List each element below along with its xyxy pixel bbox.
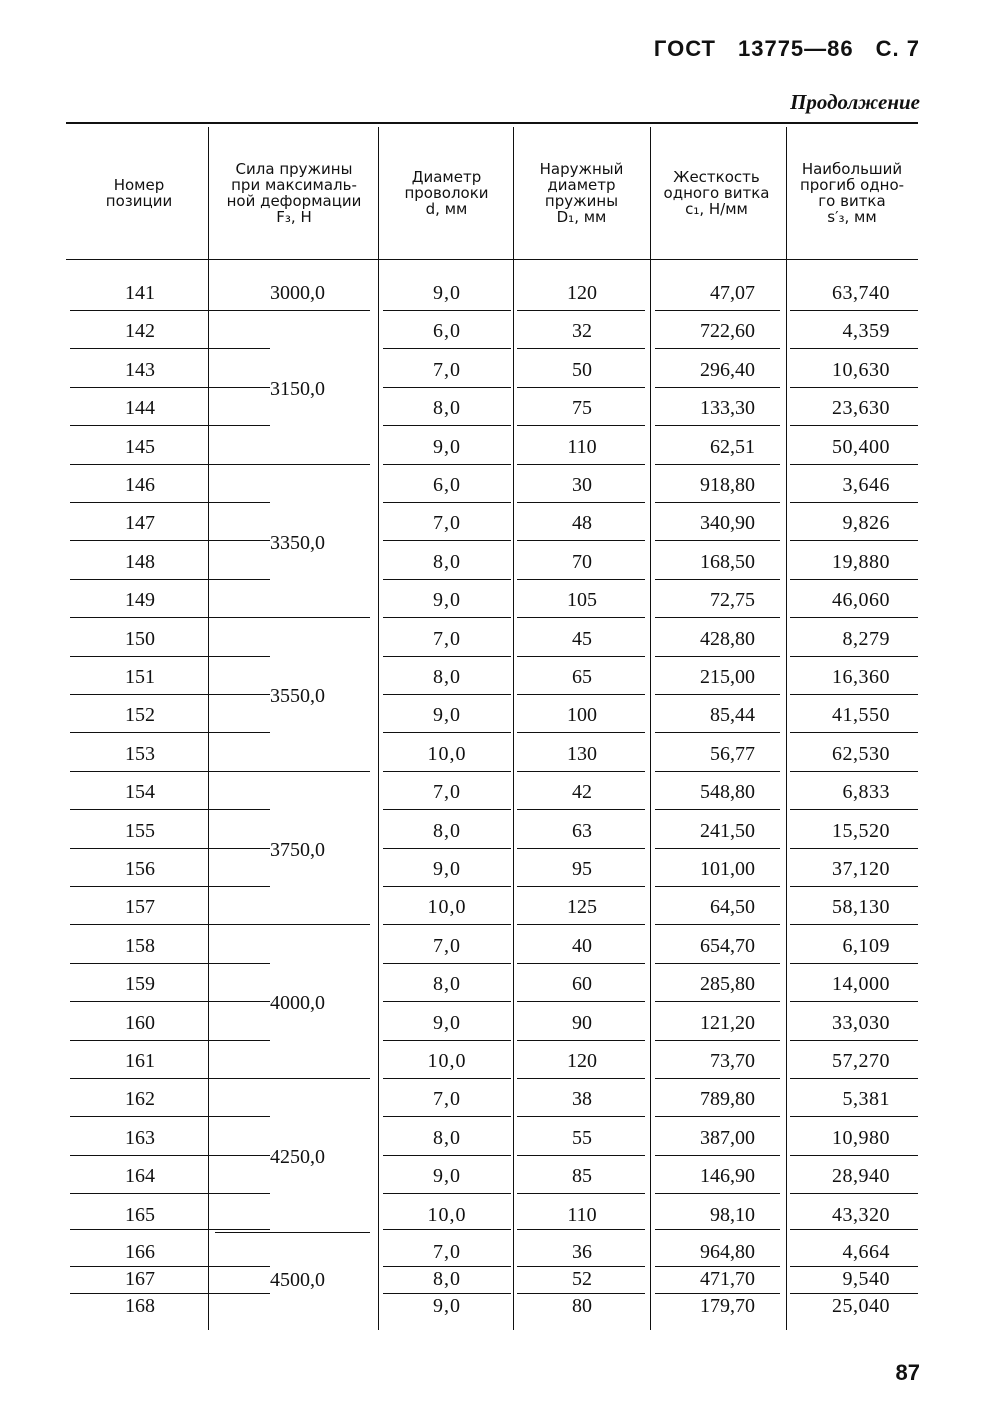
cell-s3: 10,630 [832, 358, 890, 381]
column-header-outer-diameter [515, 127, 648, 259]
cell-D1: 52 [572, 1268, 592, 1290]
row-rule [790, 1078, 918, 1079]
row-rule [383, 348, 511, 349]
row-rule [70, 1193, 270, 1194]
row-rule [517, 502, 645, 503]
cell-d: 7,0 [433, 627, 461, 650]
cell-d: 9,0 [433, 704, 461, 727]
cell-c1: 101,00 [700, 858, 755, 880]
row-rule [655, 425, 780, 426]
cell-c1: 722,60 [700, 320, 755, 343]
row-rule [383, 540, 511, 541]
cell-pos: 151 [125, 666, 155, 688]
cell-d: 10,0 [427, 1203, 467, 1226]
cell-pos: 148 [125, 550, 155, 573]
row-rule [517, 924, 645, 925]
cell-s3: 58,130 [832, 896, 890, 919]
group-force: 3750,0 [270, 838, 325, 861]
row-rule [790, 540, 918, 541]
group-force: 4250,0 [270, 1146, 325, 1168]
cell-d: 7,0 [433, 781, 461, 804]
row-rule [655, 886, 780, 887]
row-rule [383, 1193, 511, 1194]
row-rule [790, 1229, 918, 1230]
group-force: 3000,0 [270, 282, 325, 304]
row-rule [383, 886, 511, 887]
cell-c1: 72,75 [710, 589, 755, 612]
row-rule [383, 579, 511, 580]
cell-D1: 120 [567, 1050, 597, 1072]
row-rule [790, 425, 918, 426]
row-rule [383, 425, 511, 426]
cell-d: 8,0 [433, 819, 461, 842]
group-rule [215, 617, 370, 618]
cell-s3: 5,381 [842, 1088, 890, 1111]
cell-d: 9,0 [433, 1165, 461, 1188]
row-rule [383, 617, 511, 618]
column-header-position [70, 127, 208, 259]
row-rule [790, 617, 918, 618]
row-rule [790, 694, 918, 695]
cell-D1: 110 [567, 1203, 597, 1226]
cell-s3: 6,833 [842, 781, 890, 804]
cell-D1: 105 [567, 589, 597, 612]
row-rule [517, 310, 645, 311]
cell-pos: 167 [125, 1268, 155, 1290]
cell-d: 8,0 [433, 397, 461, 420]
row-rule [517, 771, 645, 772]
cell-D1: 38 [572, 1088, 592, 1111]
row-rule [655, 848, 780, 849]
cell-pos: 156 [125, 858, 155, 880]
cell-d: 8,0 [433, 1126, 461, 1149]
row-rule [790, 387, 918, 388]
row-rule [655, 1116, 780, 1117]
cell-c1: 85,44 [710, 704, 755, 727]
cell-s3: 10,980 [832, 1126, 890, 1149]
cell-s3: 33,030 [832, 1011, 890, 1034]
row-rule [790, 656, 918, 657]
cell-D1: 100 [567, 704, 597, 727]
row-rule [517, 848, 645, 849]
cell-s3: 37,120 [832, 858, 890, 880]
row-rule [70, 502, 270, 503]
row-rule [790, 848, 918, 849]
cell-pos: 153 [125, 742, 155, 765]
row-rule [383, 1229, 511, 1230]
cell-s3: 43,320 [832, 1203, 890, 1226]
row-rule [655, 387, 780, 388]
row-rule [790, 771, 918, 772]
table-top-rule [66, 122, 918, 124]
cell-pos: 144 [125, 397, 155, 420]
cell-d: 8,0 [433, 1268, 461, 1290]
row-rule [655, 963, 780, 964]
cell-s3: 15,520 [832, 819, 890, 842]
row-rule [790, 1116, 918, 1117]
cell-D1: 110 [567, 435, 597, 458]
row-rule [655, 617, 780, 618]
cell-d: 9,0 [433, 858, 461, 880]
row-rule [383, 1040, 511, 1041]
cell-pos: 164 [125, 1165, 155, 1188]
standard-number: 13775—86 [737, 36, 854, 61]
group-rule [215, 1232, 370, 1233]
cell-d: 9,0 [433, 282, 461, 304]
row-rule [517, 656, 645, 657]
cell-pos: 145 [125, 435, 155, 458]
cell-d: 8,0 [433, 550, 461, 573]
cell-D1: 80 [572, 1295, 592, 1317]
cell-s3: 57,270 [832, 1050, 890, 1072]
cell-D1: 30 [572, 474, 592, 496]
cell-D1: 125 [567, 896, 597, 919]
cell-c1: 215,00 [700, 666, 755, 688]
row-rule [383, 1155, 511, 1156]
row-rule [70, 1040, 270, 1041]
cell-d: 6,0 [433, 320, 461, 343]
group-force: 4000,0 [270, 992, 325, 1015]
row-rule [790, 1193, 918, 1194]
row-rule [655, 809, 780, 810]
row-rule [655, 502, 780, 503]
cell-d: 6,0 [433, 474, 461, 496]
cell-D1: 75 [572, 397, 592, 420]
continuation-label: Продолжение [790, 90, 920, 114]
cell-pos: 150 [125, 627, 155, 650]
cell-D1: 95 [572, 858, 592, 880]
row-rule [655, 579, 780, 580]
cell-pos: 162 [125, 1088, 155, 1111]
cell-c1: 73,70 [710, 1050, 755, 1072]
cell-c1: 179,70 [700, 1295, 755, 1317]
column-divider [650, 127, 651, 1330]
row-rule [790, 924, 918, 925]
cell-c1: 964,80 [700, 1241, 755, 1263]
cell-d: 9,0 [433, 1011, 461, 1034]
table-header-rule [66, 259, 918, 260]
cell-c1: 56,77 [710, 742, 755, 765]
cell-pos: 147 [125, 512, 155, 535]
cell-pos: 165 [125, 1203, 155, 1226]
row-rule [790, 886, 918, 887]
standard-label: ГОСТ [653, 36, 716, 61]
cell-c1: 47,07 [710, 282, 755, 304]
column-header-label: Жесткость одного витка c₁, Н/мм [663, 168, 770, 218]
row-rule [383, 1078, 511, 1079]
cell-pos: 149 [125, 589, 155, 612]
cell-s3: 46,060 [832, 589, 890, 612]
cell-d: 8,0 [433, 973, 461, 996]
row-rule [790, 732, 918, 733]
row-rule [70, 656, 270, 657]
cell-D1: 85 [572, 1165, 592, 1188]
cell-pos: 155 [125, 819, 155, 842]
cell-d: 9,0 [433, 1295, 461, 1317]
column-header-deflection [786, 127, 918, 259]
cell-c1: 428,80 [700, 627, 755, 650]
cell-D1: 50 [572, 358, 592, 381]
cell-D1: 45 [572, 627, 592, 650]
row-rule [790, 502, 918, 503]
row-rule [70, 348, 270, 349]
cell-c1: 340,90 [700, 512, 755, 535]
row-rule [790, 1155, 918, 1156]
cell-D1: 42 [572, 781, 592, 804]
row-rule [517, 694, 645, 695]
cell-pos: 163 [125, 1126, 155, 1149]
column-header-label: Номер позиции [105, 176, 173, 210]
row-rule [790, 310, 918, 311]
cell-d: 7,0 [433, 358, 461, 381]
column-header-label: Диаметр проволоки d, мм [404, 168, 489, 218]
row-rule [790, 1040, 918, 1041]
row-rule [517, 886, 645, 887]
row-rule [383, 771, 511, 772]
cell-D1: 32 [572, 320, 592, 343]
column-header-stiffness [650, 127, 783, 259]
group-force: 3550,0 [270, 685, 325, 708]
cell-c1: 64,50 [710, 896, 755, 919]
row-rule [70, 963, 270, 964]
row-rule [655, 924, 780, 925]
row-rule [517, 387, 645, 388]
row-rule [383, 1001, 511, 1002]
row-rule [517, 1078, 645, 1079]
row-rule [383, 732, 511, 733]
row-rule [517, 1040, 645, 1041]
row-rule [655, 1193, 780, 1194]
cell-s3: 19,880 [832, 550, 890, 573]
cell-s3: 23,630 [832, 397, 890, 420]
group-rule [215, 771, 370, 772]
row-rule [383, 924, 511, 925]
group-rule [215, 924, 370, 925]
cell-s3: 16,360 [832, 666, 890, 688]
cell-d: 10,0 [427, 896, 467, 919]
row-rule [655, 771, 780, 772]
cell-s3: 6,109 [842, 934, 890, 957]
column-divider [513, 127, 514, 1330]
row-rule [790, 963, 918, 964]
page-header [632, 36, 920, 62]
cell-s3: 14,000 [832, 973, 890, 996]
cell-c1: 285,80 [700, 973, 755, 996]
row-rule [655, 732, 780, 733]
cell-s3: 4,664 [842, 1241, 890, 1263]
cell-D1: 36 [572, 1241, 592, 1263]
row-rule [517, 1116, 645, 1117]
cell-pos: 141 [125, 282, 155, 304]
cell-s3: 9,826 [842, 512, 890, 535]
cell-d: 9,0 [433, 589, 461, 612]
cell-D1: 65 [572, 666, 592, 688]
column-header-wire-diameter [380, 127, 513, 259]
group-force: 3350,0 [270, 531, 325, 554]
cell-d: 8,0 [433, 666, 461, 688]
row-rule [655, 540, 780, 541]
row-rule [383, 1116, 511, 1117]
row-rule [383, 502, 511, 503]
cell-D1: 70 [572, 550, 592, 573]
group-rule [215, 310, 370, 311]
row-rule [517, 1229, 645, 1230]
row-rule [383, 656, 511, 657]
cell-d: 9,0 [433, 435, 461, 458]
column-divider [786, 127, 787, 1330]
row-rule [383, 694, 511, 695]
cell-pos: 152 [125, 704, 155, 727]
row-rule [517, 1001, 645, 1002]
cell-D1: 40 [572, 934, 592, 957]
cell-c1: 789,80 [700, 1088, 755, 1111]
cell-c1: 918,80 [700, 474, 755, 496]
cell-s3: 62,530 [832, 742, 890, 765]
cell-c1: 296,40 [700, 358, 755, 381]
row-rule [70, 579, 270, 580]
row-rule [517, 963, 645, 964]
cell-c1: 241,50 [700, 819, 755, 842]
page-ref: С. 7 [875, 36, 920, 61]
row-rule [383, 848, 511, 849]
cell-c1: 62,51 [710, 435, 755, 458]
cell-d: 7,0 [433, 512, 461, 535]
cell-pos: 142 [125, 320, 155, 343]
cell-s3: 9,540 [842, 1268, 890, 1290]
cell-s3: 41,550 [832, 704, 890, 727]
row-rule [70, 1116, 270, 1117]
row-rule [517, 579, 645, 580]
cell-s3: 25,040 [832, 1295, 890, 1317]
row-rule [517, 617, 645, 618]
row-rule [70, 809, 270, 810]
group-rule [215, 1078, 370, 1079]
cell-pos: 166 [125, 1241, 155, 1263]
row-rule [517, 540, 645, 541]
row-rule [70, 425, 270, 426]
cell-c1: 98,10 [710, 1203, 755, 1226]
column-header-force [210, 127, 378, 259]
row-rule [655, 1001, 780, 1002]
row-rule [655, 1155, 780, 1156]
row-rule [383, 963, 511, 964]
cell-pos: 143 [125, 358, 155, 381]
row-rule [655, 694, 780, 695]
row-rule [655, 348, 780, 349]
cell-d: 10,0 [427, 742, 467, 765]
cell-D1: 120 [567, 282, 597, 304]
cell-c1: 548,80 [700, 781, 755, 804]
cell-c1: 168,50 [700, 550, 755, 573]
cell-pos: 157 [125, 896, 155, 919]
row-rule [655, 1229, 780, 1230]
row-rule [790, 809, 918, 810]
cell-d: 7,0 [433, 1241, 461, 1263]
group-rule [215, 464, 370, 465]
row-rule [517, 464, 645, 465]
column-header-label: Наружный диаметр пружины D₁, мм [539, 160, 624, 226]
row-rule [383, 809, 511, 810]
row-rule [70, 886, 270, 887]
row-rule [790, 1001, 918, 1002]
cell-pos: 154 [125, 781, 155, 804]
cell-pos: 168 [125, 1295, 155, 1317]
cell-c1: 387,00 [700, 1126, 755, 1149]
cell-s3: 28,940 [832, 1165, 890, 1188]
cell-c1: 133,30 [700, 397, 755, 420]
row-rule [383, 464, 511, 465]
group-force: 4500,0 [270, 1268, 325, 1291]
row-rule [655, 310, 780, 311]
cell-D1: 90 [572, 1011, 592, 1034]
row-rule [517, 1155, 645, 1156]
cell-D1: 55 [572, 1126, 592, 1149]
row-rule [70, 732, 270, 733]
cell-pos: 158 [125, 934, 155, 957]
cell-d: 7,0 [433, 1088, 461, 1111]
cell-c1: 654,70 [700, 934, 755, 957]
row-rule [517, 809, 645, 810]
row-rule [655, 464, 780, 465]
row-rule [517, 1193, 645, 1194]
row-rule [790, 579, 918, 580]
cell-s3: 50,400 [832, 435, 890, 458]
row-rule [790, 348, 918, 349]
row-rule [655, 1040, 780, 1041]
group-force: 3150,0 [270, 378, 325, 400]
cell-D1: 63 [572, 819, 592, 842]
row-rule [517, 348, 645, 349]
row-rule [517, 732, 645, 733]
cell-s3: 4,359 [842, 320, 890, 343]
cell-d: 10,0 [427, 1050, 467, 1072]
row-rule [655, 656, 780, 657]
cell-D1: 130 [567, 742, 597, 765]
cell-D1: 60 [572, 973, 592, 996]
row-rule [655, 1078, 780, 1079]
cell-pos: 146 [125, 474, 155, 496]
cell-c1: 146,90 [700, 1165, 755, 1188]
cell-d: 7,0 [433, 934, 461, 957]
cell-s3: 63,740 [832, 282, 890, 304]
column-header-label: Сила пружины при максималь- ной деформации F₃, Н [226, 160, 362, 226]
row-rule [70, 1229, 270, 1230]
cell-c1: 471,70 [700, 1268, 755, 1290]
row-rule [383, 387, 511, 388]
cell-pos: 159 [125, 973, 155, 996]
cell-s3: 3,646 [842, 474, 890, 496]
cell-D1: 48 [572, 512, 592, 535]
row-rule [790, 464, 918, 465]
page-number: 87 [895, 1360, 920, 1385]
cell-s3: 8,279 [842, 627, 890, 650]
column-header-label: Наибольший прогиб одно- го витка s′₃, мм [799, 160, 905, 226]
row-rule [383, 310, 511, 311]
cell-pos: 160 [125, 1011, 155, 1034]
row-rule [517, 425, 645, 426]
cell-c1: 121,20 [700, 1011, 755, 1034]
cell-pos: 161 [125, 1050, 155, 1072]
